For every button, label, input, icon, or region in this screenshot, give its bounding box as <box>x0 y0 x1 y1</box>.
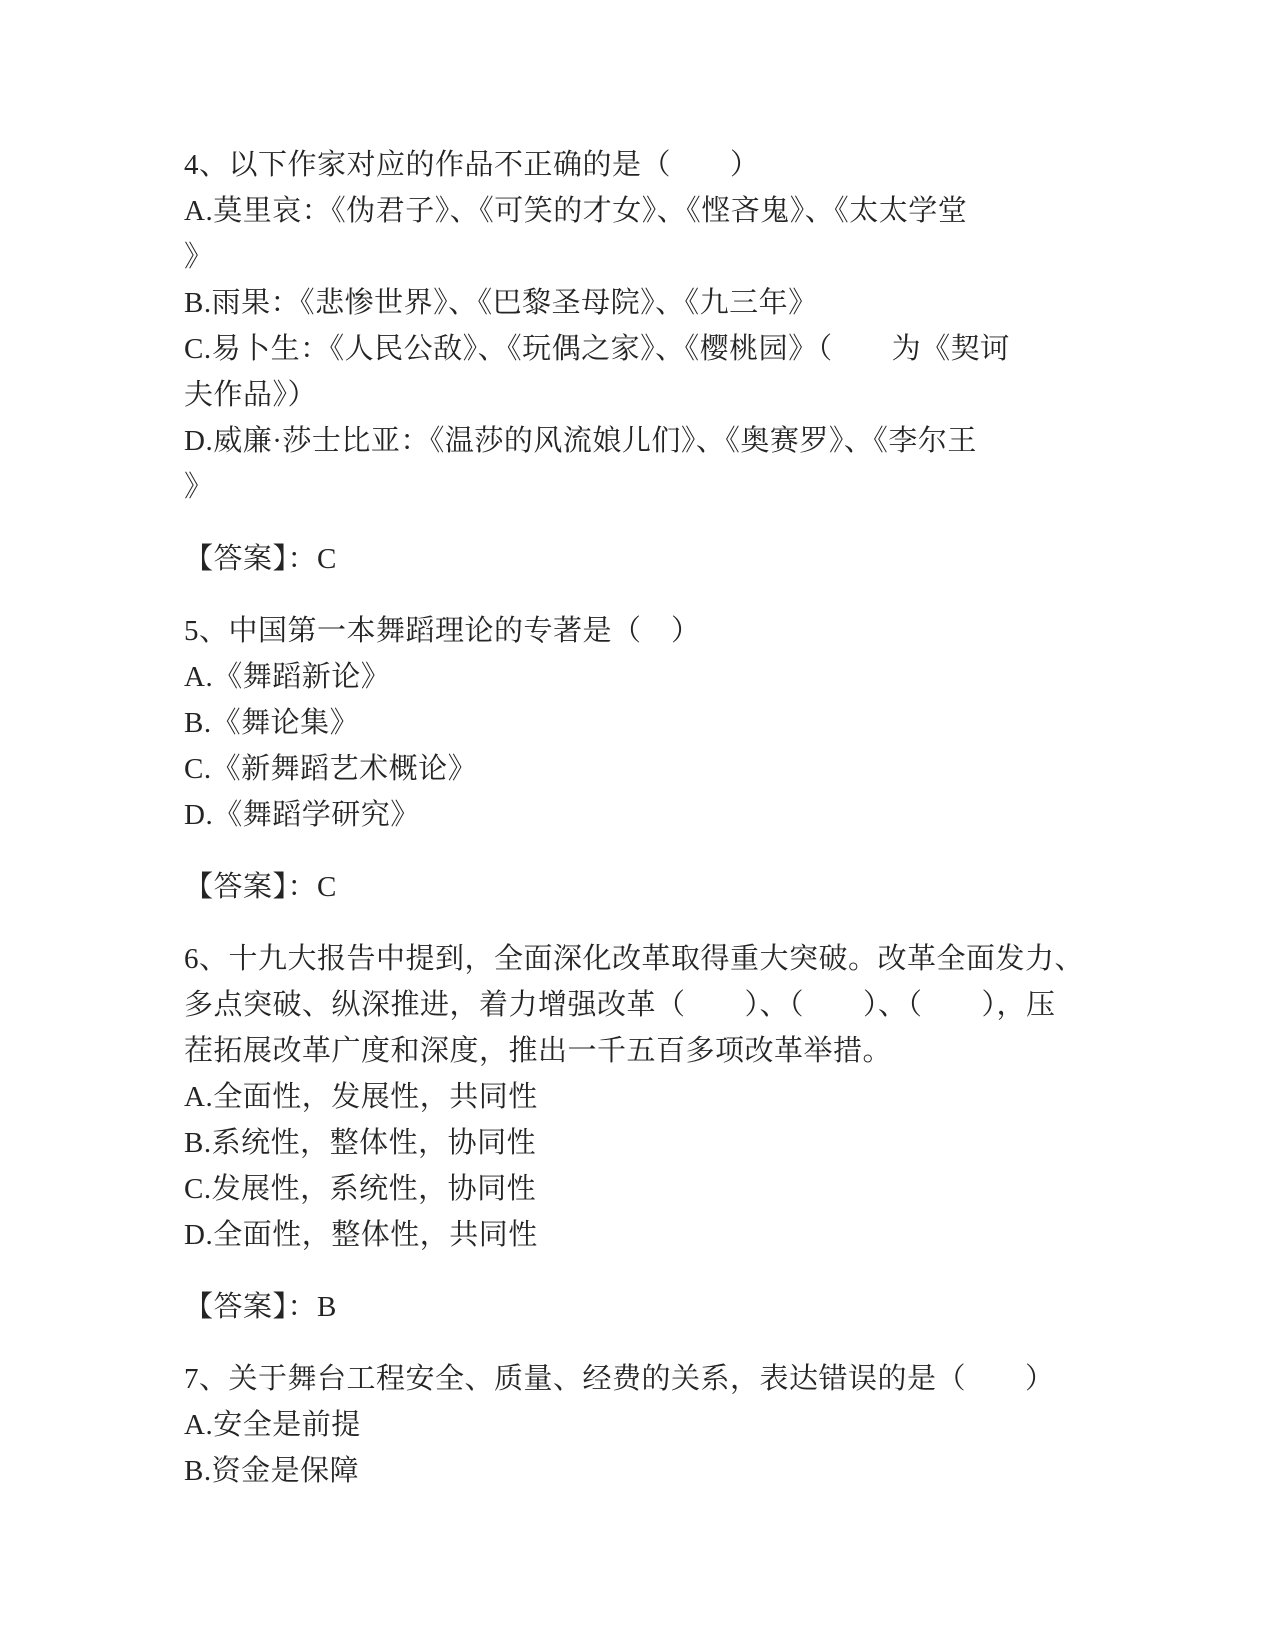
question-4-answer-text: 【答案】：C <box>184 543 337 575</box>
question-4-option-a: A.莫里哀：《伪君子》、《可笑的才女》、《悭吝鬼》、《太太学堂 <box>184 195 968 227</box>
question-5-answer-text: 【答案】：C <box>184 871 337 903</box>
question-5-option-b: B.《舞论集》 <box>184 707 360 739</box>
question-7-stem: 7、关于舞台工程安全、质量、经费的关系，表达错误的是（ ） <box>184 1363 1055 1395</box>
question-5-option-d: D.《舞蹈学研究》 <box>184 799 420 831</box>
question-6 <box>184 936 1110 1258</box>
question-5-option-c: C.《新舞蹈艺术概论》 <box>184 753 478 785</box>
question-4-stem: 4、以下作家对应的作品不正确的是（ ） <box>184 149 760 181</box>
question-4-option-d-wrap: 》 <box>184 471 214 503</box>
question-7 <box>184 1356 1110 1494</box>
question-4-option-c: C.易卜生：《人民公敌》、《玩偶之家》、《樱桃园》（ 为《契诃 <box>184 333 1010 365</box>
question-6-stem-line-1: 6、十九大报告中提到，全面深化改革取得重大突破。改革全面发力、 <box>184 943 1085 975</box>
question-6-option-b: B.系统性，整体性，协同性 <box>184 1127 537 1159</box>
question-6-option-d: D.全面性，整体性，共同性 <box>184 1219 538 1251</box>
question-4-option-c-wrap: 夫作品》） <box>184 379 318 411</box>
question-4-option-b: B.雨果：《悲惨世界》、《巴黎圣母院》、《九三年》 <box>184 287 818 319</box>
question-5-answer <box>184 864 1110 910</box>
question-6-answer-text: 【答案】：B <box>184 1291 337 1323</box>
question-6-stem-line-3: 茬拓展改革广度和深度，推出一千五百多项改革举措。 <box>184 1035 893 1067</box>
question-4-option-d: D.威廉·莎士比亚：《温莎的风流娘儿们》、《奥赛罗》、《李尔王 <box>184 425 977 457</box>
question-6-option-c: C.发展性，系统性，协同性 <box>184 1173 537 1205</box>
question-6-option-a: A.全面性，发展性，共同性 <box>184 1081 538 1113</box>
question-4-option-a-wrap: 》 <box>184 241 214 273</box>
question-7-option-a: A.安全是前提 <box>184 1409 361 1441</box>
question-6-answer <box>184 1284 1110 1330</box>
question-4-answer <box>184 536 1110 582</box>
question-5-stem: 5、中国第一本舞蹈理论的专著是（ ） <box>184 615 701 647</box>
question-4 <box>184 142 1110 510</box>
question-5-option-a: A.《舞蹈新论》 <box>184 661 391 693</box>
question-6-stem-line-2: 多点突破、纵深推进，着力增强改革（ ）、（ ）、（ ），压 <box>184 989 1056 1021</box>
question-7-option-b: B.资金是保障 <box>184 1455 360 1487</box>
question-5 <box>184 608 1110 838</box>
